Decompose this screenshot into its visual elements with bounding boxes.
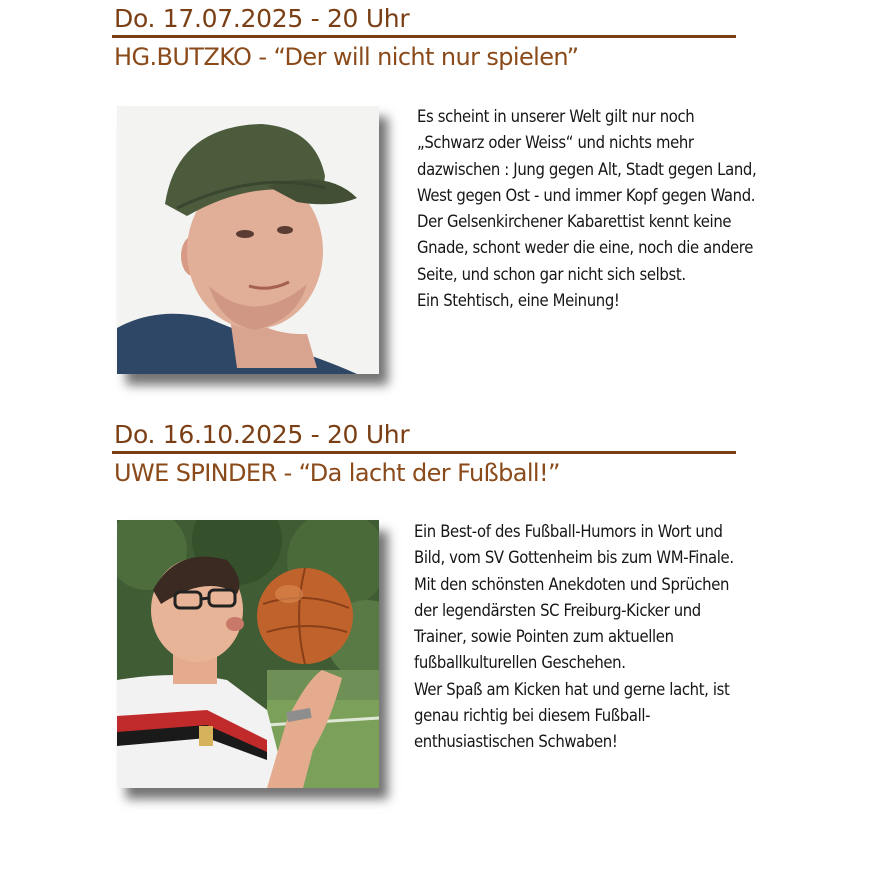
event-header-1 xyxy=(112,2,738,74)
event-description-2 xyxy=(414,519,754,756)
performer-photo-spinder xyxy=(117,520,379,788)
description-paragraph: Wer Spaß am Kicken hat und gerne lacht, ist genau richtig bei diesem Fußball-enthusiastischen Schwaben! xyxy=(414,679,730,752)
event-header-2 xyxy=(112,418,738,490)
description-paragraph: Es scheint in unserer Welt gilt nur noch „Schwarz oder Weiss“ und nichts mehr dazwischen : Jung gegen Alt, Stadt gegen Land, West gegen Ost - und immer Kopf gegen Wand. xyxy=(417,107,757,205)
portrait-man-football-icon xyxy=(117,520,379,788)
event-title: UWE SPINDER - “Da lacht der Fußball!” xyxy=(114,459,560,487)
description-paragraph: Ein Stehtisch, eine Meinung! xyxy=(417,291,620,311)
performer-photo-butzko xyxy=(117,106,379,374)
event-title: HG.BUTZKO - “Der will nicht nur spielen” xyxy=(114,43,579,71)
event-date: Do. 17.07.2025 - 20 Uhr xyxy=(114,4,410,33)
portrait-man-cap-icon xyxy=(117,106,379,374)
event-description-1 xyxy=(417,104,757,314)
event-date: Do. 16.10.2025 - 20 Uhr xyxy=(114,420,410,449)
description-paragraph: Der Gelsenkirchener Kabarettist kennt keine Gnade, schont weder die eine, noch die andere Seite, und schon gar nicht sich selbst. xyxy=(417,212,753,284)
description-paragraph: Ein Best-of des Fußball-Humors in Wort und Bild, vom SV Gottenheim bis zum WM-Finale. Mit den schönsten Anekdoten und Sprüchen der legendärsten SC Freiburg-Kicker und Trainer, sowie Pointen zum aktuellen fußballkulturellen Geschehen. xyxy=(414,522,734,673)
